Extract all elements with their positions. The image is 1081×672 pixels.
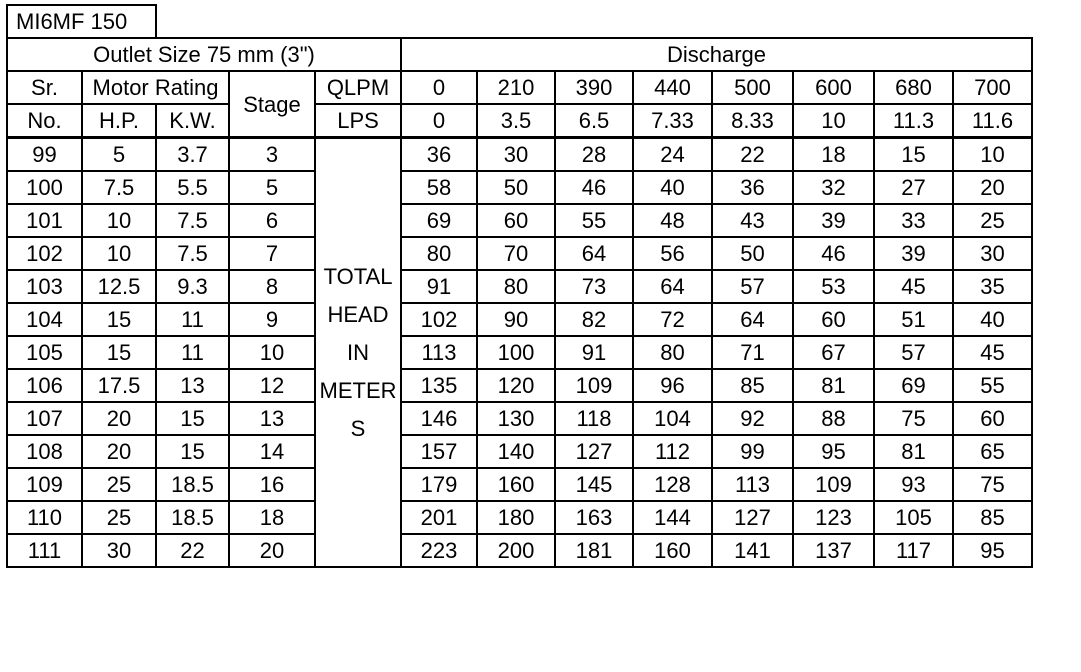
outlet-size-label: Outlet Size 75 mm (3"): [7, 38, 401, 71]
head-label-line: TOTAL: [323, 263, 393, 289]
kw-cell: 15: [156, 402, 229, 435]
hp-cell: 15: [82, 336, 156, 369]
kw-cell: 3.7: [156, 138, 229, 172]
head-value-cell: 10: [953, 138, 1032, 172]
sr-no-cell: 110: [7, 501, 82, 534]
head-value-cell: 46: [793, 237, 874, 270]
head-value-cell: 55: [555, 204, 633, 237]
head-value-cell: 88: [793, 402, 874, 435]
head-label-line: HEAD: [327, 301, 389, 327]
stage-header: Stage: [229, 71, 315, 138]
head-value-cell: 71: [712, 336, 793, 369]
head-value-cell: 99: [712, 435, 793, 468]
head-value-cell: 90: [477, 303, 555, 336]
head-value-cell: 201: [401, 501, 477, 534]
head-value-cell: 95: [953, 534, 1032, 567]
sr-no-cell: 109: [7, 468, 82, 501]
sr-no-cell: 111: [7, 534, 82, 567]
hp-cell: 10: [82, 237, 156, 270]
lps-value: 10: [793, 104, 874, 138]
sr-no-cell: 105: [7, 336, 82, 369]
discharge-label: Discharge: [401, 38, 1032, 71]
stage-cell: 3: [229, 138, 315, 172]
lps-header-row: [7, 104, 1032, 138]
stage-cell: 6: [229, 204, 315, 237]
head-value-cell: 91: [401, 270, 477, 303]
hp-cell: 7.5: [82, 171, 156, 204]
performance-table: [6, 4, 1033, 568]
table-row: [7, 171, 1032, 204]
head-value-cell: 123: [793, 501, 874, 534]
kw-cell: 22: [156, 534, 229, 567]
head-value-cell: 24: [633, 138, 712, 172]
hp-cell: 17.5: [82, 369, 156, 402]
stage-cell: 7: [229, 237, 315, 270]
head-value-cell: 157: [401, 435, 477, 468]
no-header: No.: [7, 104, 82, 138]
lps-value: 11.6: [953, 104, 1032, 138]
head-value-cell: 200: [477, 534, 555, 567]
table-row: [7, 468, 1032, 501]
head-value-cell: 118: [555, 402, 633, 435]
head-value-cell: 109: [793, 468, 874, 501]
head-value-cell: 45: [874, 270, 953, 303]
head-value-cell: 141: [712, 534, 793, 567]
kw-cell: 15: [156, 435, 229, 468]
head-value-cell: 93: [874, 468, 953, 501]
table-row: [7, 303, 1032, 336]
motor-rating-header: Motor Rating: [82, 71, 229, 104]
head-value-cell: 32: [793, 171, 874, 204]
table-row: [7, 204, 1032, 237]
head-value-cell: 58: [401, 171, 477, 204]
head-value-cell: 30: [953, 237, 1032, 270]
head-value-cell: 75: [953, 468, 1032, 501]
head-value-cell: 28: [555, 138, 633, 172]
hp-cell: 5: [82, 138, 156, 172]
head-value-cell: 91: [555, 336, 633, 369]
qlpm-value: 700: [953, 71, 1032, 104]
head-value-cell: 120: [477, 369, 555, 402]
head-value-cell: 223: [401, 534, 477, 567]
stage-cell: 13: [229, 402, 315, 435]
head-value-cell: 60: [477, 204, 555, 237]
head-value-cell: 180: [477, 501, 555, 534]
qlpm-value: 680: [874, 71, 953, 104]
hp-cell: 20: [82, 402, 156, 435]
head-value-cell: 92: [712, 402, 793, 435]
head-value-cell: 181: [555, 534, 633, 567]
hp-header: H.P.: [82, 104, 156, 138]
head-value-cell: 128: [633, 468, 712, 501]
head-label-line: IN: [347, 339, 369, 365]
head-value-cell: 18: [793, 138, 874, 172]
head-value-cell: 22: [712, 138, 793, 172]
head-value-cell: 69: [874, 369, 953, 402]
hp-cell: 15: [82, 303, 156, 336]
head-value-cell: 39: [874, 237, 953, 270]
qlpm-header-row: [7, 71, 1032, 104]
head-value-cell: 81: [874, 435, 953, 468]
sr-no-cell: 100: [7, 171, 82, 204]
sr-no-cell: 108: [7, 435, 82, 468]
kw-cell: 11: [156, 303, 229, 336]
pump-performance-sheet: [6, 4, 1033, 568]
head-value-cell: 96: [633, 369, 712, 402]
kw-cell: 13: [156, 369, 229, 402]
head-value-cell: 46: [555, 171, 633, 204]
stage-cell: 9: [229, 303, 315, 336]
head-value-cell: 64: [555, 237, 633, 270]
qlpm-value: 0: [401, 71, 477, 104]
sr-no-cell: 103: [7, 270, 82, 303]
head-value-cell: 130: [477, 402, 555, 435]
sr-no-cell: 99: [7, 138, 82, 172]
table-row: [7, 369, 1032, 402]
head-value-cell: 135: [401, 369, 477, 402]
head-value-cell: 60: [793, 303, 874, 336]
table-row: [7, 435, 1032, 468]
head-value-cell: 105: [874, 501, 953, 534]
table-row: [7, 138, 1032, 172]
head-value-cell: 117: [874, 534, 953, 567]
head-value-cell: 15: [874, 138, 953, 172]
head-value-cell: 65: [953, 435, 1032, 468]
head-value-cell: 113: [401, 336, 477, 369]
head-value-cell: 57: [874, 336, 953, 369]
head-value-cell: 100: [477, 336, 555, 369]
head-value-cell: 64: [633, 270, 712, 303]
head-value-cell: 70: [477, 237, 555, 270]
head-value-cell: 51: [874, 303, 953, 336]
kw-cell: 11: [156, 336, 229, 369]
hp-cell: 25: [82, 501, 156, 534]
head-value-cell: 102: [401, 303, 477, 336]
stage-cell: 5: [229, 171, 315, 204]
head-value-cell: 81: [793, 369, 874, 402]
table-row: [7, 336, 1032, 369]
head-label-line: METER: [319, 377, 397, 403]
table-row: [7, 534, 1032, 567]
head-value-cell: 48: [633, 204, 712, 237]
total-head-label: [315, 138, 401, 568]
head-value-cell: 163: [555, 501, 633, 534]
qlpm-value: 500: [712, 71, 793, 104]
lps-value: 6.5: [555, 104, 633, 138]
sr-no-cell: 106: [7, 369, 82, 402]
head-value-cell: 144: [633, 501, 712, 534]
table-row: [7, 270, 1032, 303]
kw-header: K.W.: [156, 104, 229, 138]
table-row: [7, 501, 1032, 534]
kw-cell: 18.5: [156, 501, 229, 534]
head-value-cell: 67: [793, 336, 874, 369]
stage-cell: 20: [229, 534, 315, 567]
kw-cell: 9.3: [156, 270, 229, 303]
table-row: [7, 237, 1032, 270]
head-value-cell: 50: [712, 237, 793, 270]
head-value-cell: 95: [793, 435, 874, 468]
lps-value: 8.33: [712, 104, 793, 138]
kw-cell: 18.5: [156, 468, 229, 501]
head-value-cell: 20: [953, 171, 1032, 204]
sr-no-cell: 101: [7, 204, 82, 237]
hp-cell: 25: [82, 468, 156, 501]
head-value-cell: 113: [712, 468, 793, 501]
sr-no-cell: 107: [7, 402, 82, 435]
head-value-cell: 160: [633, 534, 712, 567]
head-value-cell: 50: [477, 171, 555, 204]
head-value-cell: 45: [953, 336, 1032, 369]
head-value-cell: 85: [712, 369, 793, 402]
head-value-cell: 140: [477, 435, 555, 468]
head-value-cell: 145: [555, 468, 633, 501]
head-value-cell: 112: [633, 435, 712, 468]
stage-cell: 12: [229, 369, 315, 402]
head-value-cell: 25: [953, 204, 1032, 237]
head-value-cell: 39: [793, 204, 874, 237]
head-value-cell: 36: [712, 171, 793, 204]
stage-cell: 18: [229, 501, 315, 534]
head-value-cell: 30: [477, 138, 555, 172]
lps-value: 3.5: [477, 104, 555, 138]
qlpm-value: 440: [633, 71, 712, 104]
head-value-cell: 53: [793, 270, 874, 303]
stage-cell: 10: [229, 336, 315, 369]
head-value-cell: 35: [953, 270, 1032, 303]
head-label-line: S: [350, 415, 366, 441]
lps-value: 11.3: [874, 104, 953, 138]
lps-value: 0: [401, 104, 477, 138]
lps-header: LPS: [315, 104, 401, 138]
kw-cell: 7.5: [156, 237, 229, 270]
head-value-cell: 127: [712, 501, 793, 534]
head-value-cell: 56: [633, 237, 712, 270]
sr-no-cell: 104: [7, 303, 82, 336]
head-value-cell: 75: [874, 402, 953, 435]
stage-cell: 8: [229, 270, 315, 303]
lps-value: 7.33: [633, 104, 712, 138]
head-value-cell: 82: [555, 303, 633, 336]
head-value-cell: 80: [633, 336, 712, 369]
head-value-cell: 80: [401, 237, 477, 270]
head-value-cell: 64: [712, 303, 793, 336]
hp-cell: 20: [82, 435, 156, 468]
sr-header: Sr.: [7, 71, 82, 104]
qlpm-value: 210: [477, 71, 555, 104]
head-value-cell: 43: [712, 204, 793, 237]
head-value-cell: 36: [401, 138, 477, 172]
head-value-cell: 137: [793, 534, 874, 567]
head-value-cell: 160: [477, 468, 555, 501]
head-value-cell: 27: [874, 171, 953, 204]
head-value-cell: 57: [712, 270, 793, 303]
head-value-cell: 146: [401, 402, 477, 435]
head-value-cell: 104: [633, 402, 712, 435]
head-value-cell: 60: [953, 402, 1032, 435]
hp-cell: 12.5: [82, 270, 156, 303]
head-value-cell: 127: [555, 435, 633, 468]
head-value-cell: 109: [555, 369, 633, 402]
stage-cell: 16: [229, 468, 315, 501]
sr-no-cell: 102: [7, 237, 82, 270]
model-title: MI6MF 150: [7, 5, 156, 38]
head-value-cell: 55: [953, 369, 1032, 402]
head-value-cell: 179: [401, 468, 477, 501]
head-value-cell: 69: [401, 204, 477, 237]
qlpm-value: 600: [793, 71, 874, 104]
head-value-cell: 85: [953, 501, 1032, 534]
kw-cell: 5.5: [156, 171, 229, 204]
hp-cell: 10: [82, 204, 156, 237]
hp-cell: 30: [82, 534, 156, 567]
table-row: [7, 402, 1032, 435]
head-value-cell: 72: [633, 303, 712, 336]
head-value-cell: 33: [874, 204, 953, 237]
model-row: [7, 5, 1032, 38]
empty-header-area: [156, 5, 1032, 38]
head-value-cell: 73: [555, 270, 633, 303]
qlpm-header: QLPM: [315, 71, 401, 104]
kw-cell: 7.5: [156, 204, 229, 237]
stage-cell: 14: [229, 435, 315, 468]
section-header-row: [7, 38, 1032, 71]
head-value-cell: 40: [633, 171, 712, 204]
head-value-cell: 40: [953, 303, 1032, 336]
qlpm-value: 390: [555, 71, 633, 104]
head-value-cell: 80: [477, 270, 555, 303]
